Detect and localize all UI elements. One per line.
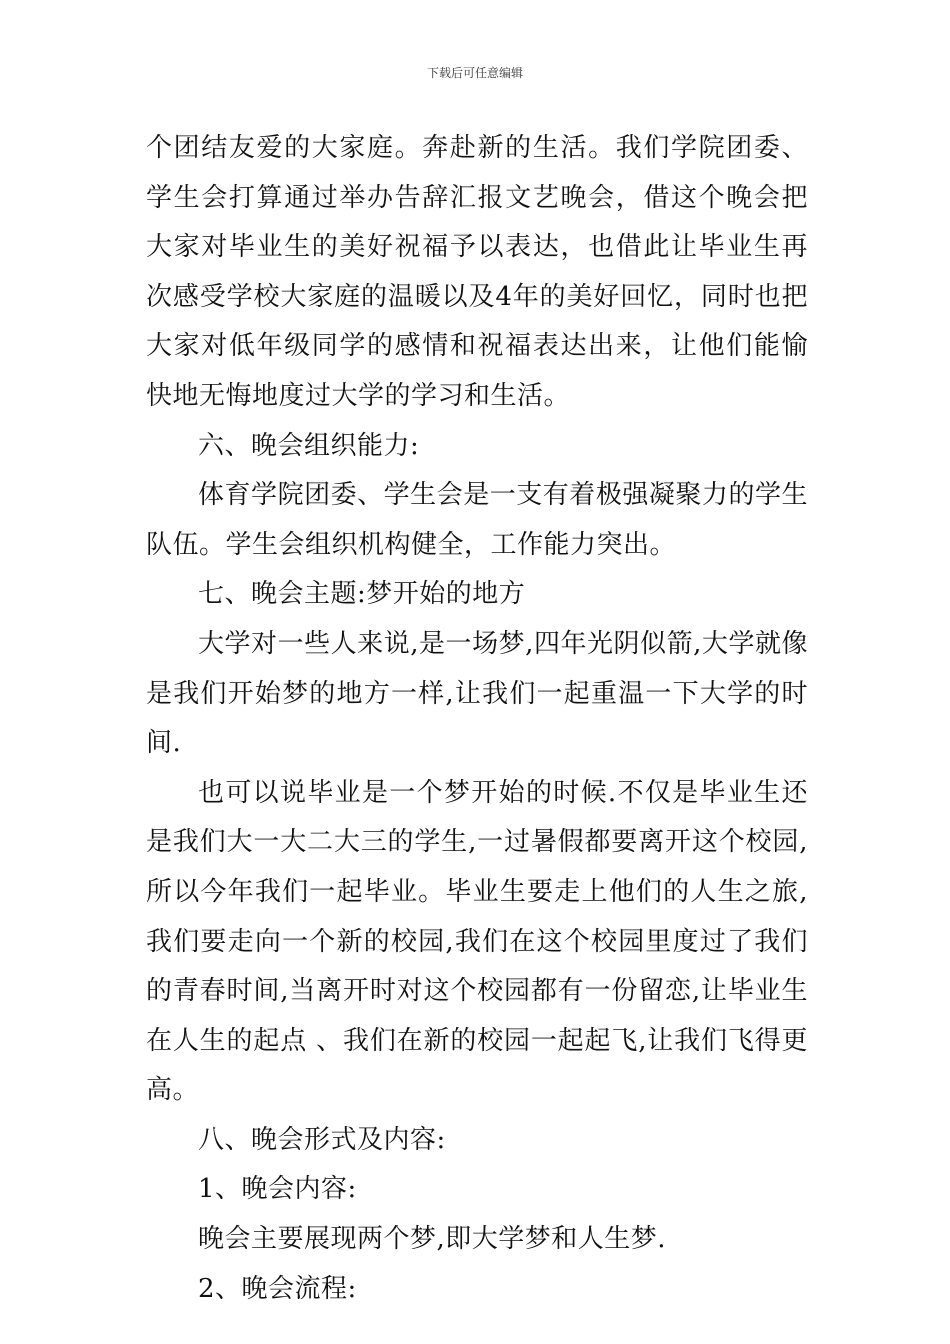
section-heading-eight: 八、晚会形式及内容: [198,1124,446,1155]
subheading-process: 2、晚会流程: [198,1273,357,1304]
section-heading-six: 六、晚会组织能力: [198,430,420,461]
paragraph-organization: 体育学院团委、学生会是一支有着极强凝聚力的学生队伍。学生会组织机构健全，工作能力突出。 [146,480,808,560]
page-header: 下载后可任意编辑 [426,66,523,80]
paragraph-theme-dream: 大学对一些人来说,是一场梦,四年光阴似箭,大学就像是我们开始梦的地方一样,让我们一起重温一下大学的时间. [146,628,808,759]
section-heading-seven: 七、晚会主题:梦开始的地方 [198,579,526,610]
document-body [146,124,808,1314]
paragraph-theme-graduation: 也可以说毕业是一个梦开始的时候.不仅是毕业生还是我们大一大二大三的学生,一过暑假都要离开这个校园,所以今年我们一起毕业。毕业生要走上他们的人生之旅,我们要走向一个新的校园,我们在这个校园里度过了我们的青春时间,当离开时对这个校园都有一份留恋,让毕业生在人生的起点 、我们在新的校园一起起飞,让我们飞得更高。 [146,777,808,1106]
subheading-content: 1、晚会内容: [198,1174,357,1205]
paragraph-content-detail: 晚会主要展现两个梦,即大学梦和人生梦. [198,1224,667,1255]
paragraph-continuation: 个团结友爱的大家庭。奔赴新的生活。我们学院团委、学生会打算通过举办告辞汇报文艺晚会，借这个晚会把大家对毕业生的美好祝福予以表达，也借此让毕业生再次感受学校大家庭的温暖以及4年的美好回忆，同时也把大家对低年级同学的感情和祝福表达出来，让他们能愉快地无悔地度过大学的学习和生活。 [146,133,808,411]
